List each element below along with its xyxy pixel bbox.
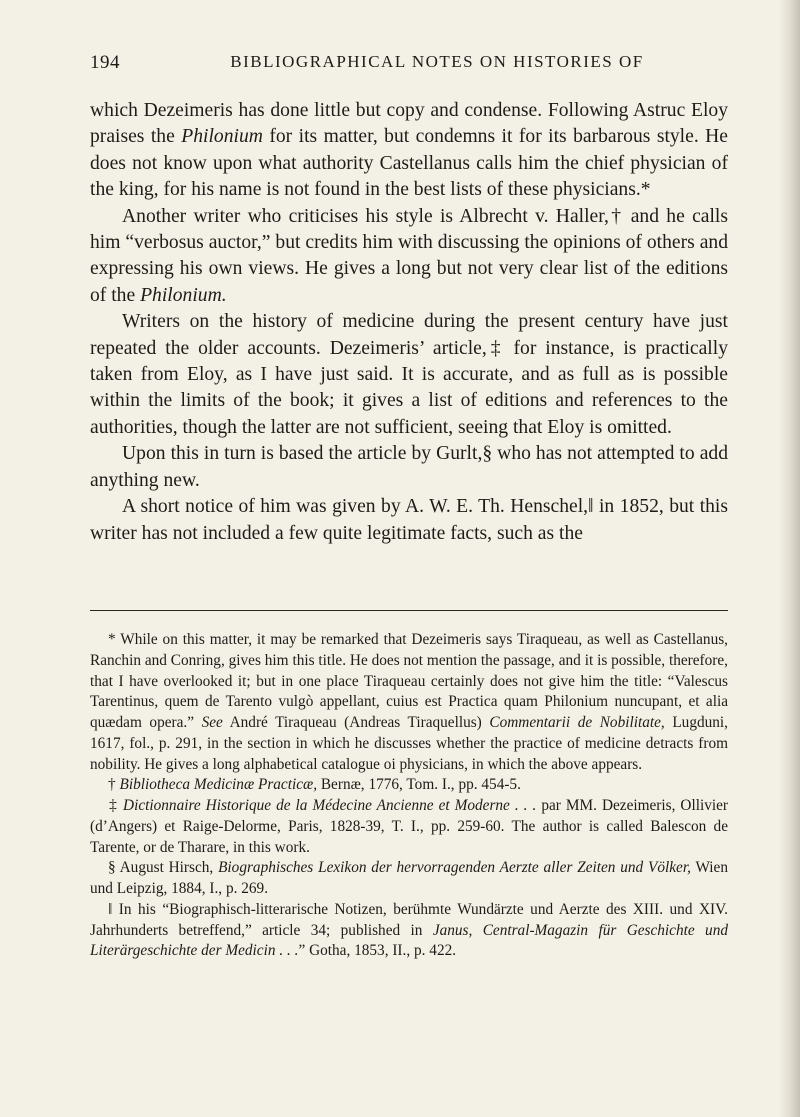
footnote-5: ‖ In his “Biographisch-litterarische Notizen, berühmte Wundärzte und Aerzte des XIII. und XIV. Jahrhunderts betreffend,” article 34; published in Janus, Central-Magazin für Geschichte und Literärgeschichte der Medicin . . .” Gotha, 1853, II., p. 422. <box>90 900 728 960</box>
page-number: 194 <box>90 52 120 73</box>
footnote-3: ‡ Dictionnaire Historique de la Médecine Ancienne et Moderne . . . par MM. Dezeimeris, Ollivier (d’Angers) et Raige-Delorme, Paris, 1828-39, T. I., pp. 259-60. The author is called Balescon de Tarente, or de Tharare, in this work. <box>90 797 729 856</box>
footnote-1: * While on this matter, it may be remarked that Dezeimeris says Tiraqueau, as well as Castellanus, Ranchin and Conring, gives him this title. He does not mention the passage, and it is possible, therefore, that I have overlooked it; but in one place Tiraqueau certainly does not give him the title: “Valescus Tarentinus, quem de Tarento vulgò appellant, cuius est Practica quam Philonium nuncupant, et alia quædam opera.” See André Tiraqueau (Andreas Tiraquellus) Commentarii de Nobilitate, Lugduni, 1617, fol., p. 291, in the section in which he discusses whether the practice of medicine detracts from nobility. He gives a long alphabetical catalogue oi physicians, in which the above appears. <box>90 631 728 773</box>
paragraph-3: Writers on the history of medicine during the present century have just repeated the older accounts. Dezeimeris’ article,‡ for instance, is practically taken from Eloy, as I have just said. It is accurate, and as full as is possible within the limits of the book; it gives a list of editions and references to the authorities, though the latter are not sufficient, seeing that Eloy is omitted. <box>90 311 728 438</box>
footnote-rule <box>90 610 728 611</box>
paragraph-4: Upon this in turn is based the article by Gurlt,§ who has not attempted to add anything new. <box>90 443 728 491</box>
running-title: BIBLIOGRAPHICAL NOTES ON HISTORIES OF <box>230 52 644 71</box>
page-header <box>90 52 728 78</box>
paragraph-5: A short notice of him was given by A. W. E. Th. Henschel,‖ in 1852, but this writer has not included a few quite legitimate facts, such as the <box>90 496 728 544</box>
footnote-4: § August Hirsch, Biographisches Lexikon der hervorragenden Aerzte aller Zeiten und Völker, Wien und Leipzig, 1884, I., p. 269. <box>90 859 728 897</box>
footnotes <box>90 630 728 962</box>
main-text <box>90 98 728 547</box>
paragraph-2: Another writer who criticises his style is Albrecht v. Haller,† and he calls him “verbosus auctor,” but credits him with discussing the opinions of others and expressing his own views. He gives a long but not very clear list of the editions of the Philonium. <box>90 205 728 306</box>
footnote-2: † Bibliotheca Medicinæ Practicæ, Bernæ, 1776, Tom. I., pp. 454-5. <box>108 776 521 794</box>
paragraph-1: which Dezeimeris has done little but copy and condense. Following Astruc Eloy praises the Philonium for its matter, but condemns it for its barbarous style. He does not know upon what authority Castellanus calls him the chief physician of the king, for his name is not found in the best lists of these physicians.* <box>90 100 729 201</box>
page-edge-shadow <box>778 0 800 1117</box>
